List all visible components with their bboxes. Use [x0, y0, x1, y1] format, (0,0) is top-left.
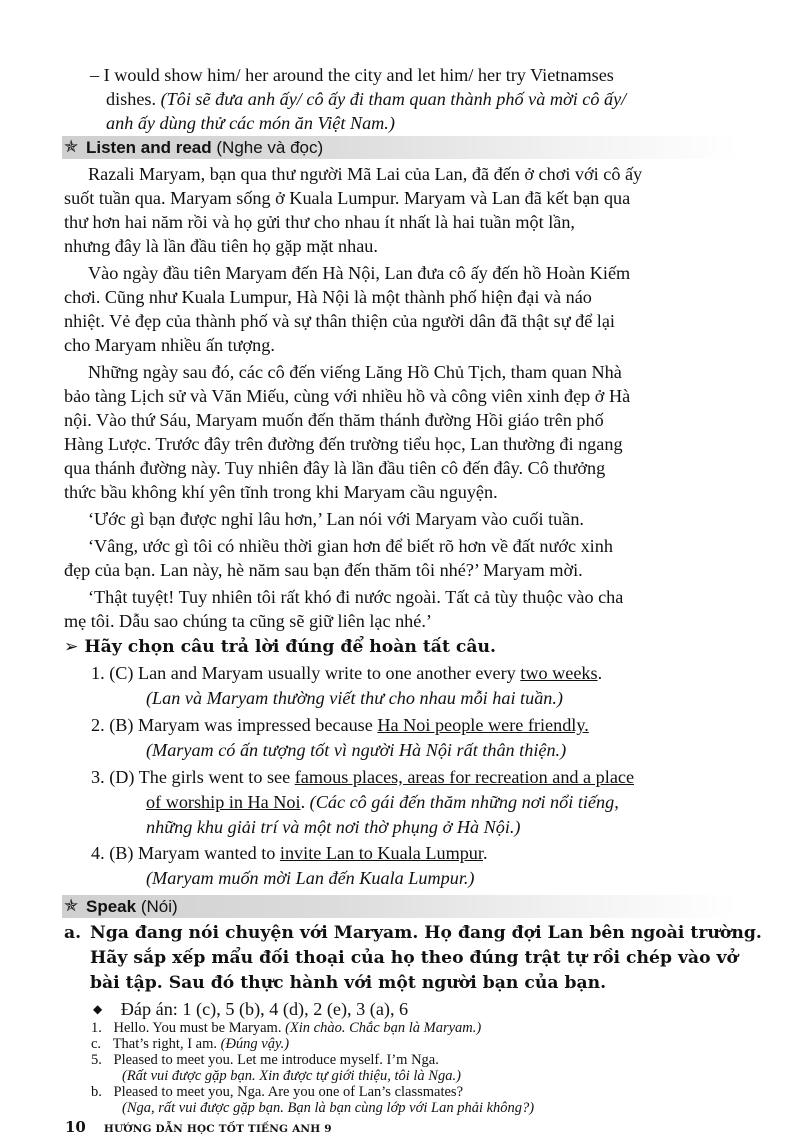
dialogue-1 [91, 1020, 481, 1036]
p1-line-1: Razali Maryam, bạn qua thư người Mã Lai của Lan, đã đến ở chơi với cô ấy [88, 164, 643, 184]
dialogue-1-key: 1. [91, 1020, 102, 1036]
p3-line-6: thức bầu không khí yên tĩnh trong khi Maryam cầu nguyện. [64, 482, 498, 502]
q4-number: 4. (B) [91, 843, 134, 863]
intro-line-1: – I would show him/ her around the city and let him/ her try Vietnamses [90, 65, 614, 85]
speak-title-en: Speak [86, 897, 137, 916]
answer-key-text: Đáp án: 1 (c), 5 (b), 4 (d), 2 (e), 3 (a), 6 [120, 999, 409, 1019]
dialogue-b-translation [122, 1100, 534, 1116]
q1-end: . [597, 663, 603, 683]
q1-line [91, 661, 602, 685]
diamond-bullet-icon: ◆ [93, 1002, 103, 1016]
p1-line-3: thư hơn hai năm rồi và họ gửi thư cho nhau ít nhất là hai tuần một lần, [64, 212, 575, 232]
p1-line-2: suốt tuần qua. Maryam sống ở Kuala Lumpur. Maryam và Lan đã kết bạn qua [64, 188, 631, 208]
q4-line [91, 841, 488, 865]
q3-line-1 [91, 765, 634, 789]
p3-line-1: Những ngày sau đó, các cô đến viếng Lăng Hồ Chủ Tịch, tham quan Nhà [88, 362, 622, 382]
q3-translation-2: những khu giải trí và một nơi thờ phụng ở Hà Nội.) [146, 817, 521, 837]
q4-translation: (Maryam muốn mời Lan đến Kuala Lumpur.) [146, 868, 475, 888]
p5-line-1: ‘Vâng, ước gì tôi có nhiều thời gian hơn để biết rõ hơn về đất nước xinh [88, 536, 613, 556]
q3-translation-1: (Các cô gái đến thăm những nơi nổi tiếng, [309, 792, 619, 812]
p2-line-2: chơi. Cũng như Kuala Lumpur, Hà Nội là một thành phố hiện đại và náo [64, 287, 592, 307]
q3-number: 3. (D) [91, 767, 135, 787]
p6-line-2: mẹ tôi. Dẫu sao chúng ta cũng sẽ giữ liên lạc nhé.’ [64, 611, 432, 631]
task-a-label: a. [64, 923, 82, 943]
exercise-instruction [64, 635, 496, 659]
p2-line-3: nhiệt. Vẻ đẹp của thành phố và sự thân thiện của người dân đã thật sự để lại [64, 311, 615, 331]
listen-read-title [86, 136, 323, 159]
listen-read-title-en: Listen and read [86, 138, 212, 157]
q1-text: Lan and Maryam usually write to one another every [137, 663, 521, 683]
dialogue-5-key: 5. [91, 1052, 102, 1068]
dialogue-5 [91, 1052, 439, 1068]
q3-line-2 [146, 790, 619, 814]
q3-answer-part-1: famous places, areas for recreation and a place [294, 767, 635, 787]
p3-line-2: bảo tàng Lịch sử và Văn Miếu, cùng với nhiều hồ và công viên xinh đẹp ở Hà [64, 386, 631, 406]
dialogue-c-key: c. [91, 1036, 102, 1052]
q1-answer: two weeks [520, 663, 598, 683]
q4-answer: invite Lan to Kuala Lumpur [279, 843, 483, 863]
q2-number: 2. (B) [91, 715, 134, 735]
q2-text: Maryam was impressed because [137, 715, 378, 735]
answer-key [93, 997, 408, 1021]
page-footer [65, 1118, 332, 1137]
dialogue-b [91, 1084, 463, 1100]
q4-text: Maryam wanted to [137, 843, 280, 863]
dialogue-c-en: That’s right, I am. [112, 1036, 217, 1052]
q1-number: 1. (C) [91, 663, 134, 683]
dialogue-c-vi: (Đúng vậy.) [220, 1036, 290, 1052]
book-title: HƯỚNG DẪN HỌC TỐT TIẾNG ANH 9 [103, 1123, 332, 1135]
intro-line-2-en: dishes. [106, 89, 157, 109]
q3-answer-part-2: of worship in Ha Noi [146, 792, 301, 812]
task-a-line-3: bài tập. Sau đó thực hành với một người bạn của bạn. [90, 973, 607, 993]
q4-end: . [482, 843, 488, 863]
page-number: 10 [65, 1118, 86, 1136]
star-icon: ✯ [64, 137, 79, 157]
dialogue-1-en: Hello. You must be Maryam. [113, 1020, 282, 1036]
p1-line-4: nhưng đây là lần đầu tiên họ gặp mặt nhau. [64, 236, 378, 256]
arrow-icon: ➢ [64, 637, 79, 657]
dialogue-1-vi: (Xin chào. Chắc bạn là Maryam.) [285, 1020, 482, 1036]
dialogue-5-en: Pleased to meet you. Let me introduce myself. I’m Nga. [113, 1052, 439, 1068]
p3-line-4: Hàng Lược. Trước đây trên đường đến trường tiểu học, Lan thường đi ngang [64, 434, 623, 454]
listen-read-heading [62, 136, 738, 159]
q3-end: . [300, 792, 306, 812]
intro-line-2 [106, 87, 626, 111]
q2-answer: Ha Noi people were friendly. [377, 715, 589, 735]
dialogue-b-en: Pleased to meet you, Nga. Are you one of Lan’s classmates? [113, 1084, 464, 1100]
exercise-instruction-text: Hãy chọn câu trả lời đúng để hoàn tất câu. [84, 637, 496, 657]
intro-line-2-vi: (Tôi sẽ đưa anh ấy/ cô ấy đi tham quan thành phố và mời cô ấy/ [160, 89, 627, 109]
p6-line-1: ‘Thật tuyệt! Tuy nhiên tôi rất khó đi nước ngoài. Tất cả tùy thuộc vào cha [88, 587, 624, 607]
q3-text: The girls went to see [138, 767, 295, 787]
p5-line-2: đẹp của bạn. Lan này, hè năm sau bạn đến thăm tôi nhé?’ Maryam mời. [64, 560, 583, 580]
p2-line-1: Vào ngày đầu tiên Maryam đến Hà Nội, Lan đưa cô ấy đến hồ Hoàn Kiếm [88, 263, 631, 283]
speak-title-vi: (Nói) [140, 897, 178, 916]
p3-line-5: qua thánh đường này. Tuy nhiên đây là lần đầu tiên cô đến đây. Cô thưởng [64, 458, 606, 478]
p3-line-3: nội. Vào thứ Sáu, Maryam muốn đến thăm thánh đường Hồi giáo trên phố [64, 410, 604, 430]
intro-line-3: anh ấy dùng thử các món ăn Việt Nam.) [106, 113, 395, 133]
dialogue-b-vi: (Nga, rất vui được gặp bạn. Bạn là bạn cùng lớp với Lan phải không?) [122, 1100, 535, 1116]
speak-title [86, 895, 178, 918]
p2-line-4: cho Maryam nhiều ấn tượng. [64, 335, 275, 355]
task-a-line-1: Nga đang nói chuyện với Maryam. Họ đang đợi Lan bên ngoài trường. [90, 923, 762, 943]
dialogue-c [91, 1036, 289, 1052]
q2-translation: (Maryam có ấn tượng tốt vì người Hà Nội rất thân thiện.) [146, 740, 567, 760]
listen-read-title-vi: (Nghe và đọc) [216, 138, 324, 157]
p4-line-1: ‘Ước gì bạn được nghỉ lâu hơn,’ Lan nói với Maryam vào cuối tuần. [88, 509, 584, 529]
dialogue-b-key: b. [91, 1084, 102, 1100]
star-icon: ✯ [64, 896, 79, 916]
task-a-line-2: Hãy sắp xếp mẩu đối thoại của họ theo đúng trật tự rồi chép vào vở [90, 948, 738, 968]
dialogue-5-translation [122, 1068, 461, 1084]
q2-line [91, 713, 589, 737]
speak-heading [62, 895, 738, 918]
q1-translation: (Lan và Maryam thường viết thư cho nhau mỗi hai tuần.) [146, 688, 563, 708]
dialogue-5-vi: (Rất vui được gặp bạn. Xin được tự giới thiệu, tôi là Nga.) [122, 1068, 461, 1084]
